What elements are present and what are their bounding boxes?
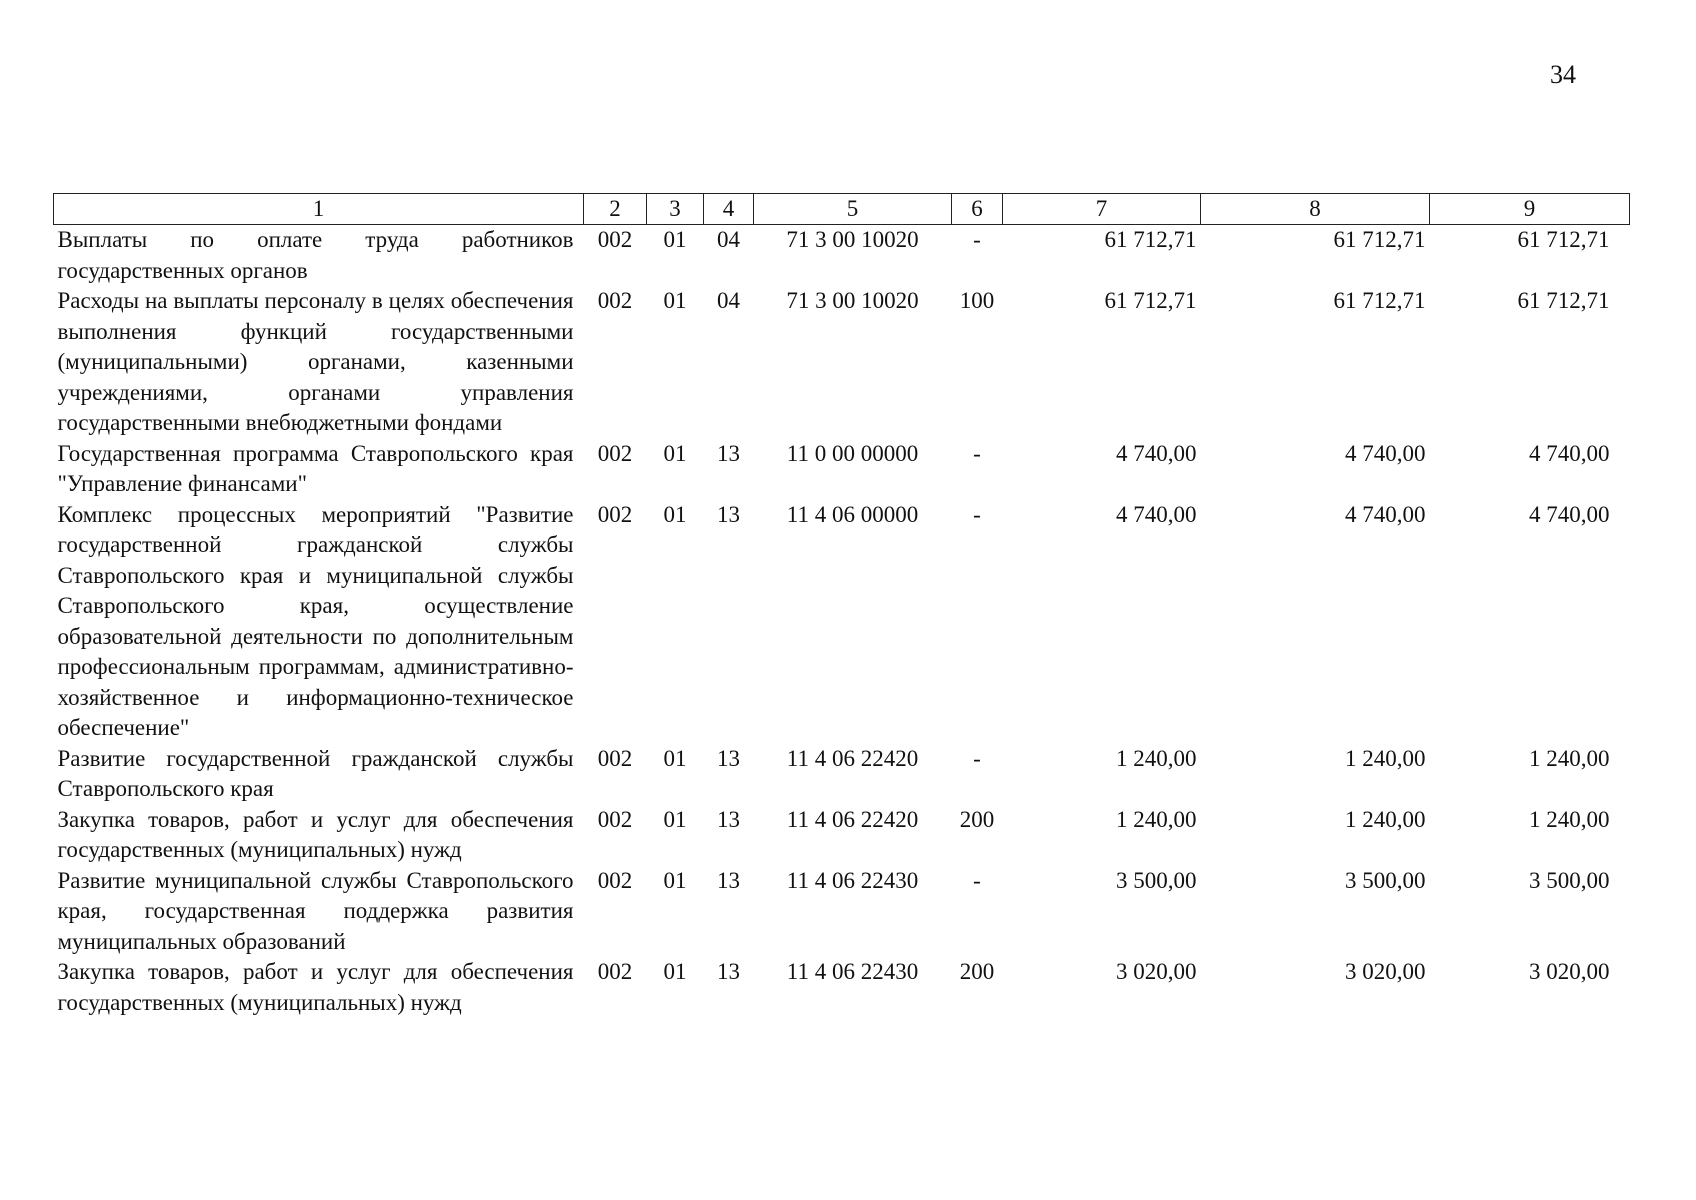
section-code-cell: 01 xyxy=(663,959,687,984)
ministry-code-cell: 002 xyxy=(597,440,633,466)
column-header-4: 4 xyxy=(704,194,754,225)
expense-name-cell: Закупка товаров, работ и услуг для обеспечения государственных (муниципальных) нужд xyxy=(57,959,574,1015)
expense-name-cell: Развитие муниципальной службы Ставропольского края, государственная поддержка развития муниципальных образований xyxy=(57,867,574,954)
expense-name-cell: Расходы на выплаты персоналу в целях обеспечения выполнения функций государственными (муниципальными) органами, казенными учреждениями, органами управления государственными внебюджетными фондами xyxy=(57,288,574,435)
table-row xyxy=(54,286,1630,439)
column-header-2: 2 xyxy=(584,194,647,225)
target-article-cell: 11 4 06 22420 xyxy=(786,745,919,771)
amount-col8-cell: 61 712,71 xyxy=(1333,288,1426,313)
expense-type-cell: - xyxy=(973,501,981,527)
amount-col8-cell: 1 240,00 xyxy=(1345,745,1426,771)
column-header-9: 9 xyxy=(1430,194,1630,225)
amount-col8-cell: 4 740,00 xyxy=(1345,440,1426,466)
amount-col8-cell: 4 740,00 xyxy=(1345,501,1426,527)
column-header-7: 7 xyxy=(1003,194,1201,225)
amount-col7-cell: 61 712,71 xyxy=(1104,227,1197,252)
target-article-cell: 11 4 06 22430 xyxy=(786,959,919,984)
ministry-code-cell: 002 xyxy=(597,806,633,832)
target-article-cell: 11 4 06 22420 xyxy=(786,806,919,832)
column-header-8: 8 xyxy=(1201,194,1430,225)
target-article-cell: 11 4 06 22430 xyxy=(786,867,919,893)
section-code-cell: 01 xyxy=(663,288,687,313)
section-code-cell: 01 xyxy=(663,227,687,252)
amount-col8-cell: 1 240,00 xyxy=(1345,806,1426,832)
amount-col7-cell: 3 500,00 xyxy=(1116,867,1197,893)
expense-type-cell: - xyxy=(973,440,981,466)
expense-type-cell: 200 xyxy=(959,806,995,832)
expense-name-cell: Комплекс процессных мероприятий "Развитие государственной гражданской службы Ставропольского края и муниципальной службы Ставропольского края, осуществление образовательной деятельности по дополнительным профессиональным программам, административно-хозяйственное и информационно-техническое обеспечение" xyxy=(57,501,574,740)
target-article-cell: 11 4 06 00000 xyxy=(786,501,919,527)
expense-name-cell: Выплаты по оплате труда работников государственных органов xyxy=(57,227,574,283)
amount-col7-cell: 4 740,00 xyxy=(1116,440,1197,466)
amount-col7-cell: 1 240,00 xyxy=(1116,745,1197,771)
amount-col7-cell: 1 240,00 xyxy=(1116,806,1197,832)
subsection-code-cell: 04 xyxy=(717,288,740,313)
amount-col9-cell: 3 020,00 xyxy=(1529,959,1610,984)
section-code-cell: 01 xyxy=(663,745,687,771)
expense-type-cell: 200 xyxy=(959,959,995,984)
expense-name-cell: Закупка товаров, работ и услуг для обеспечения государственных (муниципальных) нужд xyxy=(57,806,574,862)
expense-type-cell: - xyxy=(973,867,981,893)
column-header-1: 1 xyxy=(54,194,584,225)
ministry-code-cell: 002 xyxy=(597,959,633,984)
ministry-code-cell: 002 xyxy=(597,288,633,313)
target-article-cell: 11 0 00 00000 xyxy=(786,440,919,466)
expense-type-cell: - xyxy=(973,745,981,771)
amount-col8-cell: 3 500,00 xyxy=(1345,867,1426,893)
amount-col9-cell: 1 240,00 xyxy=(1529,745,1610,771)
expense-name-cell: Государственная программа Ставропольского края "Управление финансами" xyxy=(57,440,574,496)
table-row xyxy=(54,744,1630,805)
target-article-cell: 71 3 00 10020 xyxy=(786,288,919,313)
expense-type-cell: 100 xyxy=(959,288,995,313)
table-row xyxy=(54,805,1630,866)
expense-name-cell: Развитие государственной гражданской службы Ставропольского края xyxy=(57,745,574,801)
amount-col9-cell: 3 500,00 xyxy=(1529,867,1610,893)
section-code-cell: 01 xyxy=(663,440,687,466)
subsection-code-cell: 13 xyxy=(717,806,740,832)
column-header-5: 5 xyxy=(754,194,952,225)
amount-col8-cell: 61 712,71 xyxy=(1333,227,1426,252)
amount-col9-cell: 1 240,00 xyxy=(1529,806,1610,832)
target-article-cell: 71 3 00 10020 xyxy=(786,227,919,252)
budget-table xyxy=(53,193,1630,1018)
section-code-cell: 01 xyxy=(663,806,687,832)
subsection-code-cell: 13 xyxy=(717,501,740,527)
subsection-code-cell: 13 xyxy=(717,959,740,984)
amount-col7-cell: 4 740,00 xyxy=(1116,501,1197,527)
column-number-header-row xyxy=(54,194,1630,225)
section-code-cell: 01 xyxy=(663,867,687,893)
table-row xyxy=(54,957,1630,1018)
amount-col8-cell: 3 020,00 xyxy=(1345,959,1426,984)
table-row xyxy=(54,500,1630,744)
expense-type-cell: - xyxy=(973,227,981,252)
subsection-code-cell: 13 xyxy=(717,745,740,771)
amount-col7-cell: 3 020,00 xyxy=(1116,959,1197,984)
ministry-code-cell: 002 xyxy=(597,227,633,252)
table-row xyxy=(54,225,1630,287)
ministry-code-cell: 002 xyxy=(597,501,633,527)
subsection-code-cell: 13 xyxy=(717,867,740,893)
subsection-code-cell: 13 xyxy=(717,440,740,466)
column-header-6: 6 xyxy=(952,194,1003,225)
amount-col9-cell: 4 740,00 xyxy=(1529,501,1610,527)
amount-col9-cell: 61 712,71 xyxy=(1517,227,1610,252)
page-number: 34 xyxy=(1550,60,1576,89)
subsection-code-cell: 04 xyxy=(717,227,740,252)
ministry-code-cell: 002 xyxy=(597,745,633,771)
table-row xyxy=(54,439,1630,500)
amount-col9-cell: 4 740,00 xyxy=(1529,440,1610,466)
ministry-code-cell: 002 xyxy=(597,867,633,893)
table-row xyxy=(54,866,1630,958)
column-header-3: 3 xyxy=(647,194,704,225)
section-code-cell: 01 xyxy=(663,501,687,527)
amount-col9-cell: 61 712,71 xyxy=(1517,288,1610,313)
amount-col7-cell: 61 712,71 xyxy=(1104,288,1197,313)
